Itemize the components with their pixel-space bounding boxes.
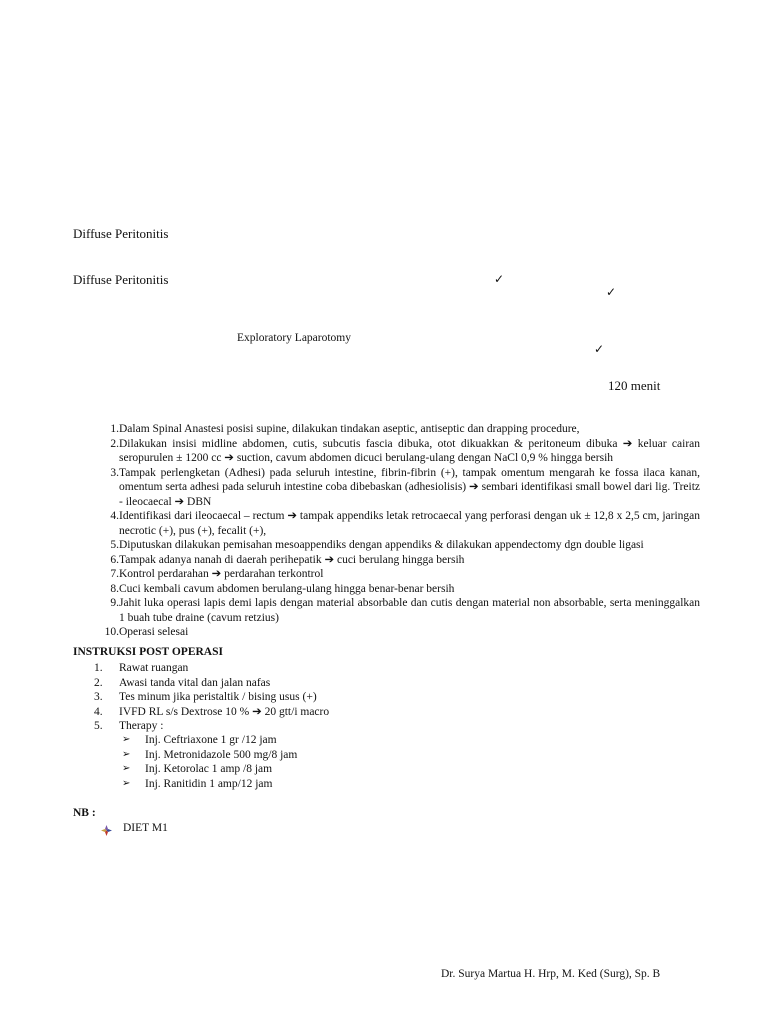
- post-op-item: 5. Therapy :: [94, 720, 164, 732]
- post-op-item: 1. Rawat ruangan: [94, 662, 189, 674]
- post-op-list: [94, 661, 594, 734]
- post-op-item: 4. IVFD RL s/s Dextrose 10 % ➔ 20 gtt/i macro: [94, 705, 330, 718]
- arrow-bullet-icon: ➢: [122, 734, 131, 745]
- check-icon: ✓: [594, 342, 605, 356]
- procedure-step: 4. Identifikasi dari ileocaecal – rectum ➔ tampak appendiks letak retrocaecal yang perforasi dengan uk ± 12,8 x 2,5 cm, jaringan necrotic (+), pus (+), fecalit (+),: [110, 510, 700, 537]
- post-op-heading: INSTRUKSI POST OPERASI: [73, 646, 223, 658]
- procedure-step: 8. Cuci kembali cavum abdomen berulang-ulang hingga benar-benar bersih: [110, 582, 455, 595]
- post-op-item: 2. Awasi tanda vital dan jalan nafas: [94, 676, 271, 689]
- arrow-bullet-icon: ➢: [122, 748, 131, 760]
- procedure-step: 2. Dilakukan insisi midline abdomen, cutis, subcutis fascia dibuka, otot dikuakkan & peritoneum dibuka ➔ keluar cairan seropurulen ± 1200 cc ➔ suction, cavum abdomen dicuci berulang-ulang dengan NaCl 0,9 % hingga bersih: [110, 437, 700, 464]
- procedure-step: 3. Tampak perlengketan (Adhesi) pada seluruh intestine, fibrin-fibrin (+), tampak omentum mengarah ke fossa ilaca kanan, omentum serta adhesi pada seluruh intestine coba dibebaskan (adhesiolisis) ➔ sembari identifikasi small bowel dari lig. Treitz - ileocaecal ➔ DBN: [110, 466, 700, 508]
- procedure-step: 9. Jahit luka operasi lapis demi lapis dengan material absorbable dan cutis dengan material non absorbable, serta meninggalkan 1 buah tube draine (cavum retzius): [110, 597, 700, 624]
- procedure-list: [94, 422, 700, 640]
- procedure-step: 1. Dalam Spinal Anastesi posisi supine, dilakukan tindakan aseptic, antiseptic dan drapping procedure,: [110, 423, 580, 435]
- operation-duration: 120 menit: [608, 378, 661, 393]
- nb-label: NB :: [73, 807, 96, 819]
- procedure-step: 10. Operasi selesai: [104, 626, 189, 638]
- therapy-item: ➢ Inj. Metronidazole 500 mg/8 jam: [122, 748, 298, 761]
- diagnosis-post: Diffuse Peritonitis: [73, 272, 169, 287]
- procedure-step: 6. Tampak adanya nanah di daerah perihepatik ➔ cuci berulang hingga bersih: [110, 553, 465, 566]
- arrow-bullet-icon: ➢: [122, 777, 131, 789]
- procedure-step: 7. Kontrol perdarahan ➔ perdarahan terkontrol: [110, 568, 324, 580]
- nb-item: DIET M1: [123, 822, 168, 834]
- therapy-item: ➢ Inj. Ceftriaxone 1 gr /12 jam: [122, 734, 277, 746]
- check-icon: ✓: [494, 272, 505, 286]
- therapy-list: [122, 733, 297, 791]
- procedure-step: 5. Diputuskan dilakukan pemisahan mesoappendiks dengan appendiks & dilakukan appendectomy dgn double ligasi: [110, 539, 644, 551]
- therapy-item: ➢ Inj. Ketorolac 1 amp /8 jam: [122, 763, 273, 775]
- check-icon: ✓: [606, 285, 617, 299]
- arrow-bullet-icon: ➢: [122, 763, 131, 774]
- diagnosis-pre: Diffuse Peritonitis: [73, 226, 169, 241]
- post-op-item: 3. Tes minum jika peristaltik / bising usus (+): [94, 691, 317, 703]
- operation-name: Exploratory Laparotomy: [237, 332, 352, 344]
- therapy-item: ➢ Inj. Ranitidin 1 amp/12 jam: [122, 777, 273, 790]
- doctor-signature: Dr. Surya Martua H. Hrp, M. Ked (Surg), Sp. B: [441, 968, 661, 980]
- plus-bullet-icon: [101, 823, 112, 841]
